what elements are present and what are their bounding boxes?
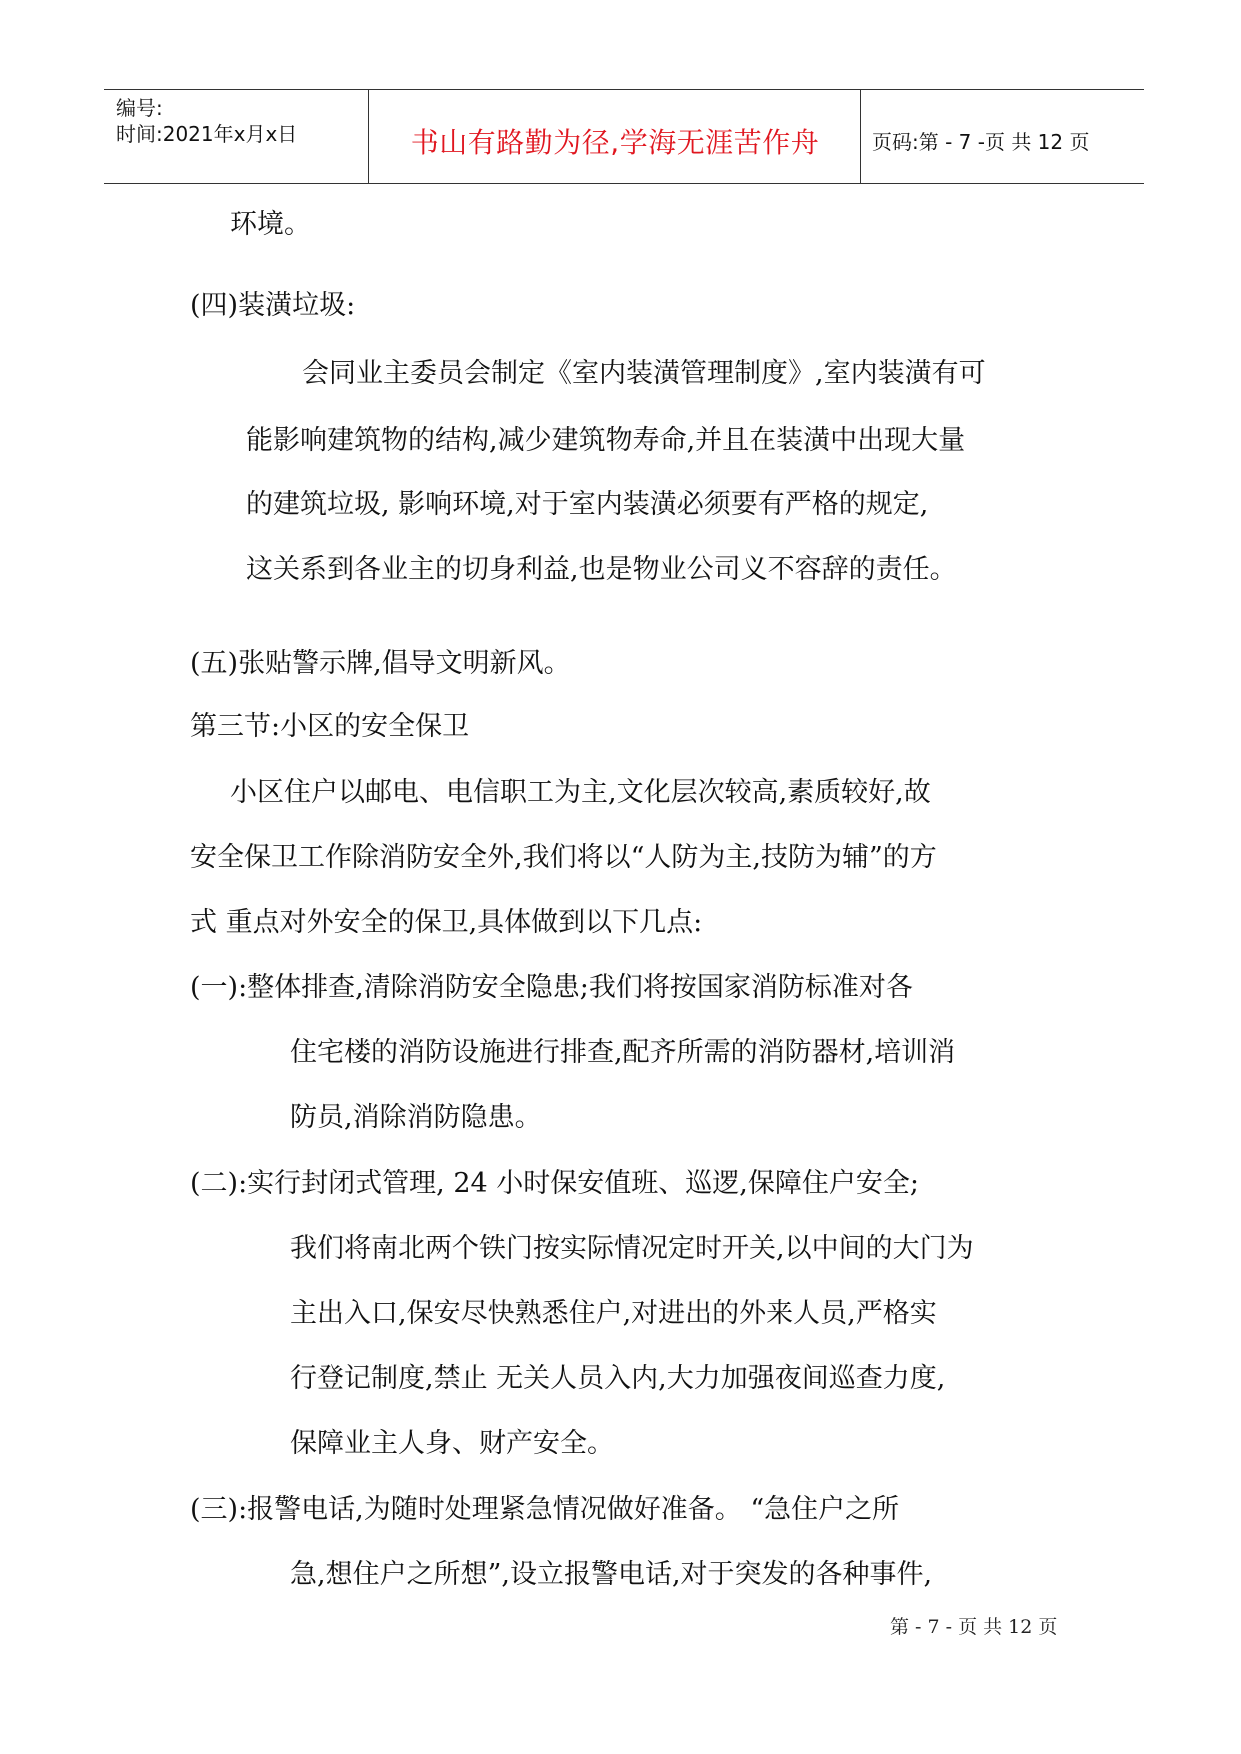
page-footer: 第 - 7 - 页 共 12 页: [890, 1616, 1058, 1638]
section-heading: (五)张贴警示牌,倡导文明新风。: [190, 648, 571, 679]
document-time-label: 时间:2021年x月x日: [116, 122, 298, 146]
list-item: (二):实行封闭式管理, 24 小时保安值班、巡逻,保障住户安全;: [190, 1168, 919, 1199]
list-item: (三):报警电话,为随时处理紧急情况做好准备。 “急住户之所: [190, 1494, 900, 1525]
header-divider: [860, 90, 861, 183]
header-divider: [368, 90, 369, 183]
body-line: 会同业主委员会制定《室内装潢管理制度》,室内装潢有可: [302, 358, 986, 389]
header-meta: [116, 90, 366, 183]
body-line: 式 重点对外安全的保卫,具体做到以下几点:: [190, 907, 703, 938]
list-item: (一):整体排查,清除消防安全隐患;我们将按国家消防标准对各: [190, 972, 913, 1003]
body-line: 的建筑垃圾, 影响环境,对于室内装潢必须要有严格的规定,: [246, 489, 929, 520]
list-item-continuation: 急,想住户之所想”,设立报警电话,对于突发的各种事件,: [290, 1559, 933, 1590]
document-number-label: 编号:: [116, 96, 163, 120]
header-motto: 书山有路勤为径,学海无涯苦作舟: [410, 125, 820, 159]
header-page-code: 页码:第 - 7 -页 共 12 页: [872, 130, 1090, 154]
section-heading: (四)装潢垃圾:: [190, 290, 356, 321]
header-motto-cell: [370, 90, 860, 183]
page-header: [104, 89, 1144, 184]
body-line: 小区住户以邮电、电信职工为主,文化层次较高,素质较好,故: [230, 777, 931, 808]
list-item-continuation: 防员,消除消防隐患。: [290, 1102, 542, 1133]
body-line: 安全保卫工作除消防安全外,我们将以“人防为主,技防为辅”的方: [190, 842, 937, 873]
list-item-continuation: 保障业主人身、财产安全。: [290, 1428, 614, 1459]
list-item-continuation: 行登记制度,禁止 无关人员入内,大力加强夜间巡查力度,: [290, 1363, 946, 1394]
header-page-cell: [872, 90, 1142, 183]
list-item-continuation: 主出入口,保安尽快熟悉住户,对进出的外来人员,严格实: [290, 1298, 937, 1329]
list-item-continuation: 住宅楼的消防设施进行排查,配齐所需的消防器材,培训消: [290, 1037, 956, 1068]
body-line: 环境。: [230, 209, 311, 240]
list-item-continuation: 我们将南北两个铁门按实际情况定时开关,以中间的大门为: [290, 1233, 974, 1264]
body-line: 这关系到各业主的切身利益,也是物业公司义不容辞的责任。: [246, 554, 957, 585]
body-line: 能影响建筑物的结构,减少建筑物寿命,并且在装潢中出现大量: [246, 425, 966, 456]
chapter-heading: 第三节:小区的安全保卫: [190, 711, 470, 742]
